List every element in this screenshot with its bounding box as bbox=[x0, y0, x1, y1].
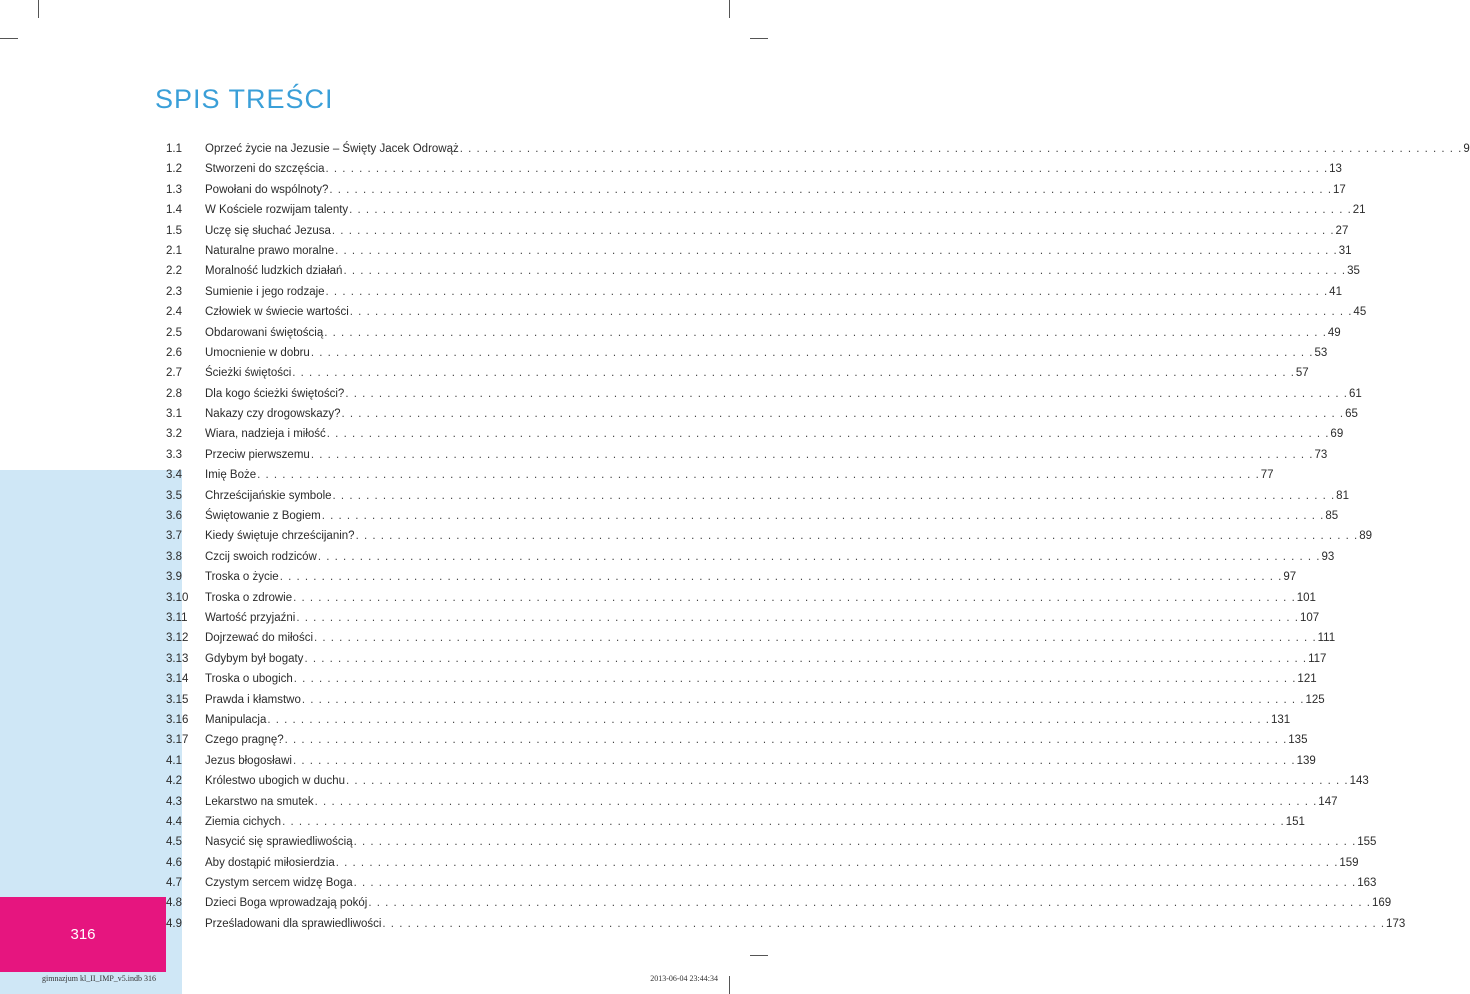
toc-entry bbox=[166, 710, 1291, 730]
toc-entry-number: 1.2 bbox=[166, 163, 182, 176]
toc-entry bbox=[166, 567, 1297, 587]
toc-entry-number: 3.4 bbox=[166, 469, 182, 482]
toc-entry-title: Obdarowani świętością bbox=[205, 326, 324, 339]
toc-entry-page: 73 bbox=[1314, 448, 1328, 461]
toc-entry-number: 3.7 bbox=[166, 530, 182, 543]
toc-entry-number: 3.14 bbox=[166, 673, 189, 686]
toc-entry-title: Moralność ludzkich działań bbox=[205, 265, 343, 278]
toc-entry-title: Prawda i kłamstwo bbox=[205, 693, 301, 706]
toc-entry-page: 17 bbox=[1333, 183, 1346, 196]
toc-leader-dots: . . . . . . . . . . . . . . . . . . . . . . . . . . . . . . . . . . . . . . . . . . . . . . . . . . . . . . . . . . . . . . . . . . . . . . . . . . . . . . . . . . . . . . . . . . . . . . . . . . . . . . . . . . . . . . . . . . . . . . . . bbox=[301, 693, 1305, 706]
toc-entry-number: 2.6 bbox=[166, 346, 182, 359]
toc-entry-page: 45 bbox=[1353, 306, 1367, 319]
toc-entry-title: Nakazy czy drogowskazy? bbox=[205, 408, 341, 421]
toc-entry-title: Czcij swoich rodziców bbox=[205, 550, 317, 563]
toc-entry-number: 3.8 bbox=[166, 550, 182, 563]
toc-entry-title: Powołani do wspólnoty? bbox=[205, 183, 329, 196]
toc-entry-page: 31 bbox=[1338, 244, 1352, 257]
toc-entry-number: 3.15 bbox=[166, 693, 189, 706]
toc-entry bbox=[166, 445, 1328, 465]
toc-entry bbox=[166, 628, 1336, 648]
toc-entry-page: 125 bbox=[1305, 693, 1325, 706]
toc-entry-number: 4.1 bbox=[166, 754, 182, 767]
toc-leader-dots: . . . . . . . . . . . . . . . . . . . . . . . . . . . . . . . . . . . . . . . . . . . . . . . . . . . . . . . . . . . . . . . . . . . . . . . . . . . . . . . . . . . . . . . . . . . . . . . . . . . . . . . . . . . . . . . . . . . . . . . . bbox=[293, 673, 1297, 686]
toc-leader-dots: . . . . . . . . . . . . . . . . . . . . . . . . . . . . . . . . . . . . . . . . . . . . . . . . . . . . . . . . . . . . . . . . . . . . . . . . . . . . . . . . . . . . . . . . . . . . . . . . . . . . . . . . . . . . . . . . . . . . . . . . bbox=[317, 550, 1321, 563]
toc-leader-dots: . . . . . . . . . . . . . . . . . . . . . . . . . . . . . . . . . . . . . . . . . . . . . . . . . . . . . . . . . . . . . . . . . . . . . . . . . . . . . . . . . . . . . . . . . . . . . . . . . . . . . . . . . . . . . . . . . . . . . . . . bbox=[310, 448, 1314, 461]
toc-entry-number: 3.17 bbox=[166, 734, 189, 747]
toc-entry bbox=[166, 180, 1346, 200]
toc-leader-dots: . . . . . . . . . . . . . . . . . . . . . . . . . . . . . . . . . . . . . . . . . . . . . . . . . . . . . . . . . . . . . . . . . . . . . . . . . . . . . . . . . . . . . . . . . . . . . . . . . . . . . . . . . . . . . . . . . . . . . . . . bbox=[343, 265, 1347, 278]
toc-leader-dots: . . . . . . . . . . . . . . . . . . . . . . . . . . . . . . . . . . . . . . . . . . . . . . . . . . . . . . . . . . . . . . . . . . . . . . . . . . . . . . . . . . . . . . . . . . . . . . . . . . . . . . . . . . . . . . . . . . . . . . . . bbox=[332, 489, 1336, 502]
toc-entry bbox=[166, 486, 1349, 506]
toc-entry bbox=[166, 404, 1358, 424]
toc-entry-title: Nasycić się sprawiedliwością bbox=[205, 836, 353, 849]
toc-entry bbox=[166, 465, 1274, 485]
toc-entry-title: Troska o ubogich bbox=[205, 673, 293, 686]
crop-mark bbox=[729, 976, 730, 994]
toc-leader-dots: . . . . . . . . . . . . . . . . . . . . . . . . . . . . . . . . . . . . . . . . . . . . . . . . . . . . . . . . . . . . . . . . . . . . . . . . . . . . . . . . . . . . . . . . . . . . . . . . . . . . . . . . . . . . . . . . . . . . . . . . bbox=[325, 285, 1329, 298]
toc-leader-dots: . . . . . . . . . . . . . . . . . . . . . . . . . . . . . . . . . . . . . . . . . . . . . . . . . . . . . . . . . . . . . . . . . . . . . . . . . . . . . . . . . . . . . . . . . . . . . . . . . . . . . . . . . . . . . . . . . . . . . . . . bbox=[326, 428, 1330, 441]
toc-leader-dots: . . . . . . . . . . . . . . . . . . . . . . . . . . . . . . . . . . . . . . . . . . . . . . . . . . . . . . . . . . . . . . . . . . . . . . . . . . . . . . . . . . . . . . . . . . . . . . . . . . . . . . . . . . . . . . . . . . . . . . . . bbox=[459, 143, 1463, 155]
toc-entry bbox=[166, 588, 1316, 608]
toc-leader-dots: . . . . . . . . . . . . . . . . . . . . . . . . . . . . . . . . . . . . . . . . . . . . . . . . . . . . . . . . . . . . . . . . . . . . . . . . . . . . . . . . . . . . . . . . . . . . . . . . . . . . . . . . . . . . . . . . . . . . . . . . bbox=[267, 713, 1270, 726]
toc-leader-dots: . . . . . . . . . . . . . . . . . . . . . . . . . . . . . . . . . . . . . . . . . . . . . . . . . . . . . . . . . . . . . . . . . . . . . . . . . . . . . . . . . . . . . . . . . . . . . . . . . . . . . . . . . . . . . . . . . . . . . . . . bbox=[353, 836, 1357, 849]
toc-entry-title: Ziemia cichych bbox=[205, 815, 282, 828]
toc-leader-dots: . . . . . . . . . . . . . . . . . . . . . . . . . . . . . . . . . . . . . . . . . . . . . . . . . . . . . . . . . . . . . . . . . . . . . . . . . . . . . . . . . . . . . . . . . . . . . . . . . . . . . . . . . . . . . . . . . . . . . . . . bbox=[321, 510, 1325, 523]
page-number: 316 bbox=[70, 926, 96, 943]
toc-entry-title: Uczę się słuchać Jezusa bbox=[205, 224, 331, 237]
toc-entry bbox=[166, 139, 1470, 159]
crop-mark bbox=[38, 0, 39, 18]
toc-entry-number: 1.4 bbox=[166, 204, 182, 217]
toc-entry bbox=[166, 424, 1344, 444]
toc-entry-number: 3.6 bbox=[166, 510, 182, 523]
toc-leader-dots: . . . . . . . . . . . . . . . . . . . . . . . . . . . . . . . . . . . . . . . . . . . . . . . . . . . . . . . . . . . . . . . . . . . . . . . . . . . . . . . . . . . . . . . . . . . . . . . . . . . . . . . . . . . . . . . . . . . . . . . . bbox=[349, 306, 1353, 319]
toc-entry-title: Sumienie i jego rodzaje bbox=[205, 285, 325, 298]
toc-entry-page: 41 bbox=[1329, 285, 1342, 298]
toc-entry-number: 2.2 bbox=[166, 265, 182, 278]
toc-entry bbox=[166, 241, 1352, 261]
toc-leader-dots: . . . . . . . . . . . . . . . . . . . . . . . . . . . . . . . . . . . . . . . . . . . . . . . . . . . . . . . . . . . . . . . . . . . . . . . . . . . . . . . . . . . . . . . . . . . . . . . . . . . . . . . . . . . . . . . . . . . . . . . . bbox=[325, 163, 1329, 176]
toc-entry bbox=[166, 547, 1335, 567]
toc-entry-title: Stworzeni do szczęścia bbox=[205, 163, 325, 176]
page-title: SPIS TREŚCI bbox=[155, 84, 334, 114]
toc-entry-title: Jezus błogosławi bbox=[205, 754, 292, 767]
toc-entry-number: 3.11 bbox=[166, 611, 188, 624]
toc-leader-dots: . . . . . . . . . . . . . . . . . . . . . . . . . . . . . . . . . . . . . . . . . . . . . . . . . . . . . . . . . . . . . . . . . . . . . . . . . . . . . . . . . . . . . . . . . . . . . . . . . . . . . . . . . . . . . . . . . . . . . . . . bbox=[368, 897, 1371, 910]
toc-entry-number: 3.13 bbox=[166, 652, 189, 665]
toc-entry-page: 57 bbox=[1295, 367, 1309, 380]
toc-entry-number: 4.9 bbox=[166, 917, 182, 930]
toc-entry-number: 2.5 bbox=[166, 326, 182, 339]
toc-entry bbox=[166, 812, 1305, 832]
toc-entry bbox=[166, 200, 1366, 220]
toc-entry-number: 4.8 bbox=[166, 897, 182, 910]
toc-entry-page: 49 bbox=[1327, 326, 1341, 339]
toc-entry-number: 3.16 bbox=[166, 713, 189, 726]
toc-entry-number: 2.7 bbox=[166, 367, 182, 380]
toc-leader-dots: . . . . . . . . . . . . . . . . . . . . . . . . . . . . . . . . . . . . . . . . . . . . . . . . . . . . . . . . . . . . . . . . . . . . . . . . . . . . . . . . . . . . . . . . . . . . . . . . . . . . . . . . . . . . . . . . . . . . . . . . bbox=[257, 469, 1260, 482]
toc-entry-page: 121 bbox=[1297, 673, 1317, 686]
toc-entry bbox=[166, 832, 1377, 852]
toc-entry-number: 4.4 bbox=[166, 815, 182, 828]
toc-entry bbox=[166, 261, 1360, 281]
toc-entry bbox=[166, 669, 1317, 689]
toc-leader-dots: . . . . . . . . . . . . . . . . . . . . . . . . . . . . . . . . . . . . . . . . . . . . . . . . . . . . . . . . . . . . . . . . . . . . . . . . . . . . . . . . . . . . . . . . . . . . . . . . . . . . . . . . . . . . . . . . . . . . . . . . bbox=[324, 326, 1327, 339]
toc-entry-title: Czystym sercem widzę Boga bbox=[205, 877, 353, 890]
toc-entry-page: 131 bbox=[1271, 713, 1291, 726]
toc-entry-number: 3.12 bbox=[166, 632, 189, 645]
toc-entry bbox=[166, 323, 1341, 343]
toc-entry-number: 3.10 bbox=[166, 591, 189, 604]
toc-entry-page: 27 bbox=[1335, 224, 1349, 237]
toc-entry-title: Troska o zdrowie bbox=[205, 591, 293, 604]
toc-entry-title: Troska o życie bbox=[205, 571, 279, 584]
toc-entry-page: 97 bbox=[1283, 571, 1297, 584]
toc-entry-page: 81 bbox=[1336, 489, 1349, 502]
crop-mark bbox=[729, 0, 730, 18]
toc-leader-dots: . . . . . . . . . . . . . . . . . . . . . . . . . . . . . . . . . . . . . . . . . . . . . . . . . . . . . . . . . . . . . . . . . . . . . . . . . . . . . . . . . . . . . . . . . . . . . . . . . . . . . . . . . . . . . . . . . . . . . . . . bbox=[292, 367, 1295, 380]
toc-leader-dots: . . . . . . . . . . . . . . . . . . . . . . . . . . . . . . . . . . . . . . . . . . . . . . . . . . . . . . . . . . . . . . . . . . . . . . . . . . . . . . . . . . . . . . . . . . . . . . . . . . . . . . . . . . . . . . . . . . . . . . . . bbox=[293, 591, 1296, 604]
toc-entry-title: Dojrzewać do miłości bbox=[205, 632, 314, 645]
toc-entry-title: Gdybym był bogaty bbox=[205, 652, 304, 665]
toc-entry-number: 1.1 bbox=[166, 143, 182, 155]
toc-entry-number: 4.6 bbox=[166, 856, 182, 869]
toc-entry-page: 77 bbox=[1260, 469, 1274, 482]
toc-entry-page: 107 bbox=[1299, 611, 1320, 624]
print-footer-file: gimnazjum kl_II_IMP_v5.indb 316 bbox=[42, 974, 156, 983]
toc-entry bbox=[166, 302, 1367, 322]
toc-entry-title: Oprzeć życie na Jezusie – Święty Jacek Odrowąż bbox=[205, 143, 459, 155]
toc-entry-title: Imię Boże bbox=[205, 469, 257, 482]
toc-entry-title: Królestwo ubogich w duchu bbox=[205, 775, 345, 788]
toc-entry-title: Chrześcijańskie symbole bbox=[205, 489, 332, 502]
toc-entry-page: 143 bbox=[1349, 775, 1369, 788]
toc-entry-title: Lekarstwo na smutek bbox=[205, 795, 314, 808]
toc-entry-page: 13 bbox=[1329, 163, 1342, 176]
toc-entry-page: 135 bbox=[1288, 734, 1308, 747]
toc-entry-page: 151 bbox=[1285, 815, 1305, 828]
toc-entry-number: 4.3 bbox=[166, 795, 182, 808]
toc-entry-title: Przeciw pierwszemu bbox=[205, 448, 310, 461]
toc-entry-title: Ścieżki świętości bbox=[205, 367, 292, 380]
toc-entry-page: 155 bbox=[1357, 836, 1377, 849]
crop-mark bbox=[750, 38, 768, 39]
toc-leader-dots: . . . . . . . . . . . . . . . . . . . . . . . . . . . . . . . . . . . . . . . . . . . . . . . . . . . . . . . . . . . . . . . . . . . . . . . . . . . . . . . . . . . . . . . . . . . . . . . . . . . . . . . . . . . . . . . . . . . . . . . . bbox=[310, 346, 1314, 359]
toc-entry-page: 93 bbox=[1321, 550, 1335, 563]
toc-entry-title: Manipulacja bbox=[205, 713, 267, 726]
toc-entry-page: 173 bbox=[1386, 917, 1406, 930]
toc-entry-title: Świętowanie z Bogiem bbox=[205, 510, 321, 523]
toc-entry bbox=[166, 343, 1328, 363]
toc-entry-page: 169 bbox=[1372, 897, 1392, 910]
toc-entry bbox=[166, 690, 1325, 710]
toc-entry-number: 2.4 bbox=[166, 306, 182, 319]
toc-leader-dots: . . . . . . . . . . . . . . . . . . . . . . . . . . . . . . . . . . . . . . . . . . . . . . . . . . . . . . . . . . . . . . . . . . . . . . . . . . . . . . . . . . . . . . . . . . . . . . . . . . . . . . . . . . . . . . . . . . . . . . . . bbox=[292, 754, 1296, 767]
toc-entry-title: Człowiek w świecie wartości bbox=[205, 306, 349, 319]
toc-entry-title: Prześladowani dla sprawiedliwości bbox=[205, 917, 382, 930]
toc-entry-page: 139 bbox=[1296, 754, 1316, 767]
toc-entry-number: 4.7 bbox=[166, 877, 182, 890]
toc-leader-dots: . . . . . . . . . . . . . . . . . . . . . . . . . . . . . . . . . . . . . . . . . . . . . . . . . . . . . . . . . . . . . . . . . . . . . . . . . . . . . . . . . . . . . . . . . . . . . . . . . . . . . . . . . . . . . . . . . . . . . . . . bbox=[355, 530, 1359, 543]
page-number-badge bbox=[0, 897, 166, 972]
toc-entry-page: 9 bbox=[1463, 143, 1470, 155]
toc-entry-page: 89 bbox=[1359, 530, 1372, 543]
toc-leader-dots: . . . . . . . . . . . . . . . . . . . . . . . . . . . . . . . . . . . . . . . . . . . . . . . . . . . . . . . . . . . . . . . . . . . . . . . . . . . . . . . . . . . . . . . . . . . . . . . . . . . . . . . . . . . . . . . . . . . . . . . . bbox=[304, 652, 1308, 665]
toc-entry-number: 3.2 bbox=[166, 428, 182, 441]
toc-entry-page: 35 bbox=[1347, 265, 1360, 278]
toc-leader-dots: . . . . . . . . . . . . . . . . . . . . . . . . . . . . . . . . . . . . . . . . . . . . . . . . . . . . . . . . . . . . . . . . . . . . . . . . . . . . . . . . . . . . . . . . . . . . . . . . . . . . . . . . . . . . . . . . . . . . . . . . bbox=[282, 815, 1285, 828]
toc-leader-dots: . . . . . . . . . . . . . . . . . . . . . . . . . . . . . . . . . . . . . . . . . . . . . . . . . . . . . . . . . . . . . . . . . . . . . . . . . . . . . . . . . . . . . . . . . . . . . . . . . . . . . . . . . . . . . . . . . . . . . . . . bbox=[296, 611, 1299, 624]
toc-leader-dots: . . . . . . . . . . . . . . . . . . . . . . . . . . . . . . . . . . . . . . . . . . . . . . . . . . . . . . . . . . . . . . . . . . . . . . . . . . . . . . . . . . . . . . . . . . . . . . . . . . . . . . . . . . . . . . . . . . . . . . . . bbox=[349, 204, 1352, 217]
toc-entry bbox=[166, 853, 1359, 873]
toc-entry-number: 3.9 bbox=[166, 571, 182, 584]
toc-entry-number: 3.5 bbox=[166, 489, 182, 502]
toc-entry-number: 4.2 bbox=[166, 775, 182, 788]
toc-entry-number: 3.1 bbox=[166, 408, 182, 421]
toc-entry bbox=[166, 730, 1308, 750]
toc-entry bbox=[166, 893, 1392, 913]
toc-entry bbox=[166, 608, 1320, 628]
toc-leader-dots: . . . . . . . . . . . . . . . . . . . . . . . . . . . . . . . . . . . . . . . . . . . . . . . . . . . . . . . . . . . . . . . . . . . . . . . . . . . . . . . . . . . . . . . . . . . . . . . . . . . . . . . . . . . . . . . . . . . . . . . . bbox=[353, 877, 1357, 890]
toc-leader-dots: . . . . . . . . . . . . . . . . . . . . . . . . . . . . . . . . . . . . . . . . . . . . . . . . . . . . . . . . . . . . . . . . . . . . . . . . . . . . . . . . . . . . . . . . . . . . . . . . . . . . . . . . . . . . . . . . . . . . . . . . bbox=[314, 632, 1317, 645]
toc-entry bbox=[166, 384, 1362, 404]
print-footer-timestamp: 2013-06-04 23:44:34 bbox=[650, 974, 718, 983]
toc-entry bbox=[166, 282, 1342, 302]
toc-entry-page: 85 bbox=[1325, 510, 1339, 523]
toc-entry bbox=[166, 506, 1339, 526]
toc-entry-page: 117 bbox=[1308, 652, 1327, 665]
toc-entry-page: 65 bbox=[1345, 408, 1358, 421]
toc-leader-dots: . . . . . . . . . . . . . . . . . . . . . . . . . . . . . . . . . . . . . . . . . . . . . . . . . . . . . . . . . . . . . . . . . . . . . . . . . . . . . . . . . . . . . . . . . . . . . . . . . . . . . . . . . . . . . . . . . . . . . . . . bbox=[329, 183, 1333, 196]
toc-entry-number: 4.5 bbox=[166, 836, 182, 849]
toc-entry-title: Dla kogo ścieżki świętości? bbox=[205, 387, 345, 400]
toc-entry-number: 2.3 bbox=[166, 285, 182, 298]
toc-entry-title: Aby dostąpić miłosierdzia bbox=[205, 856, 335, 869]
toc-entry-number: 1.5 bbox=[166, 224, 182, 237]
toc-leader-dots: . . . . . . . . . . . . . . . . . . . . . . . . . . . . . . . . . . . . . . . . . . . . . . . . . . . . . . . . . . . . . . . . . . . . . . . . . . . . . . . . . . . . . . . . . . . . . . . . . . . . . . . . . . . . . . . . . . . . . . . . bbox=[341, 408, 1345, 421]
toc-entry-page: 147 bbox=[1318, 795, 1338, 808]
toc-leader-dots: . . . . . . . . . . . . . . . . . . . . . . . . . . . . . . . . . . . . . . . . . . . . . . . . . . . . . . . . . . . . . . . . . . . . . . . . . . . . . . . . . . . . . . . . . . . . . . . . . . . . . . . . . . . . . . . . . . . . . . . . bbox=[382, 917, 1386, 930]
toc-entry bbox=[166, 159, 1342, 179]
toc-entry-title: Naturalne prawo moralne bbox=[205, 244, 335, 257]
toc-entry-number: 2.1 bbox=[166, 244, 182, 257]
toc-leader-dots: . . . . . . . . . . . . . . . . . . . . . . . . . . . . . . . . . . . . . . . . . . . . . . . . . . . . . . . . . . . . . . . . . . . . . . . . . . . . . . . . . . . . . . . . . . . . . . . . . . . . . . . . . . . . . . . . . . . . . . . . bbox=[335, 244, 1338, 257]
toc-leader-dots: . . . . . . . . . . . . . . . . . . . . . . . . . . . . . . . . . . . . . . . . . . . . . . . . . . . . . . . . . . . . . . . . . . . . . . . . . . . . . . . . . . . . . . . . . . . . . . . . . . . . . . . . . . . . . . . . . . . . . . . . bbox=[346, 775, 1349, 788]
toc-entry-title: Kiedy świętuje chrześcijanin? bbox=[205, 530, 355, 543]
toc-leader-dots: . . . . . . . . . . . . . . . . . . . . . . . . . . . . . . . . . . . . . . . . . . . . . . . . . . . . . . . . . . . . . . . . . . . . . . . . . . . . . . . . . . . . . . . . . . . . . . . . . . . . . . . . . . . . . . . . . . . . . . . . bbox=[284, 734, 1288, 747]
toc-entry bbox=[166, 363, 1309, 383]
toc-entry-page: 101 bbox=[1296, 591, 1316, 604]
toc-entry-page: 69 bbox=[1330, 428, 1344, 441]
toc-entry bbox=[166, 792, 1338, 812]
toc-entry bbox=[166, 649, 1327, 669]
toc-entry-title: Wartość przyjaźni bbox=[205, 611, 296, 624]
toc-leader-dots: . . . . . . . . . . . . . . . . . . . . . . . . . . . . . . . . . . . . . . . . . . . . . . . . . . . . . . . . . . . . . . . . . . . . . . . . . . . . . . . . . . . . . . . . . . . . . . . . . . . . . . . . . . . . . . . . . . . . . . . . bbox=[331, 224, 1335, 237]
toc-leader-dots: . . . . . . . . . . . . . . . . . . . . . . . . . . . . . . . . . . . . . . . . . . . . . . . . . . . . . . . . . . . . . . . . . . . . . . . . . . . . . . . . . . . . . . . . . . . . . . . . . . . . . . . . . . . . . . . . . . . . . . . . bbox=[345, 387, 1348, 400]
crop-mark bbox=[0, 38, 18, 39]
toc-entry bbox=[166, 771, 1369, 791]
toc-entry-title: Wiara, nadzieja i miłość bbox=[205, 428, 326, 441]
crop-mark bbox=[750, 955, 768, 956]
toc-entry-page: 21 bbox=[1352, 204, 1366, 217]
toc-entry bbox=[166, 526, 1372, 546]
toc-entry-page: 61 bbox=[1348, 387, 1362, 400]
toc-entry bbox=[166, 873, 1377, 893]
toc-entry-title: W Kościele rozwijam talenty bbox=[205, 204, 349, 217]
toc-leader-dots: . . . . . . . . . . . . . . . . . . . . . . . . . . . . . . . . . . . . . . . . . . . . . . . . . . . . . . . . . . . . . . . . . . . . . . . . . . . . . . . . . . . . . . . . . . . . . . . . . . . . . . . . . . . . . . . . . . . . . . . . bbox=[335, 856, 1339, 869]
toc-entry-number: 1.3 bbox=[166, 183, 182, 196]
toc-entry bbox=[166, 221, 1349, 241]
toc-entry-number: 2.8 bbox=[166, 387, 182, 400]
toc-entry-page: 163 bbox=[1357, 877, 1377, 890]
toc-entry-page: 111 bbox=[1317, 632, 1336, 645]
toc-entry-title: Umocnienie w dobru bbox=[205, 346, 310, 359]
toc-entry bbox=[166, 751, 1316, 771]
toc-entry-page: 159 bbox=[1339, 856, 1359, 869]
toc-entry-title: Dzieci Boga wprowadzają pokój bbox=[205, 897, 368, 910]
toc-leader-dots: . . . . . . . . . . . . . . . . . . . . . . . . . . . . . . . . . . . . . . . . . . . . . . . . . . . . . . . . . . . . . . . . . . . . . . . . . . . . . . . . . . . . . . . . . . . . . . . . . . . . . . . . . . . . . . . . . . . . . . . . bbox=[279, 571, 1283, 584]
table-of-contents bbox=[166, 139, 1470, 934]
toc-entry bbox=[166, 914, 1406, 934]
toc-leader-dots: . . . . . . . . . . . . . . . . . . . . . . . . . . . . . . . . . . . . . . . . . . . . . . . . . . . . . . . . . . . . . . . . . . . . . . . . . . . . . . . . . . . . . . . . . . . . . . . . . . . . . . . . . . . . . . . . . . . . . . . . bbox=[314, 795, 1318, 808]
toc-entry-title: Czego pragnę? bbox=[205, 734, 284, 747]
toc-entry-page: 53 bbox=[1314, 346, 1328, 359]
toc-entry-number: 3.3 bbox=[166, 448, 182, 461]
